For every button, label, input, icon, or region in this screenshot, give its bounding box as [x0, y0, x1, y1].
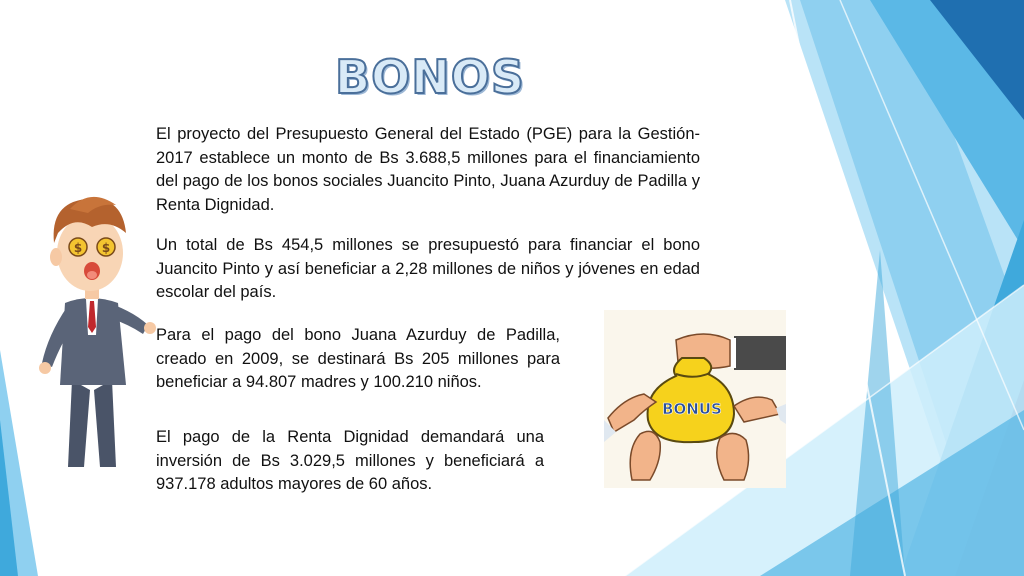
bonus-bag-illustration [604, 310, 786, 488]
svg-text:$: $ [101, 241, 111, 255]
businessman-illustration [30, 185, 160, 470]
slide-title: BONOS [335, 50, 525, 104]
svg-text:$: $ [73, 241, 83, 255]
paragraph-pge: El proyecto del Presupuesto General del Estado (PGE) para la Gestión-2017 establece un monto de Bs 3.688,5 millones para el financiamiento del pago de los bonos sociales Juancito Pinto, Juana Azurduy de Padilla y Renta Dignidad. [156, 125, 700, 214]
bag-label: BONUS [662, 400, 722, 418]
paragraph-renta-dignidad: El pago de la Renta Dignidad demandará una inversión de Bs 3.029,5 millones y beneficiará a 937.178 adultos mayores de 60 años. [156, 428, 544, 493]
paragraph-juancito-pinto: Un total de Bs 454,5 millones se presupuestó para financiar el bono Juancito Pinto y así beneficiar a 2,28 millones de niños y jóvenes en edad escolar del país. [156, 236, 700, 301]
paragraph-juana-azurduy: Para el pago del bono Juana Azurduy de Padilla, creado en 2009, se destinará Bs 205 millones para beneficiar a 94.807 madres y 100.210 niños. [156, 326, 560, 391]
